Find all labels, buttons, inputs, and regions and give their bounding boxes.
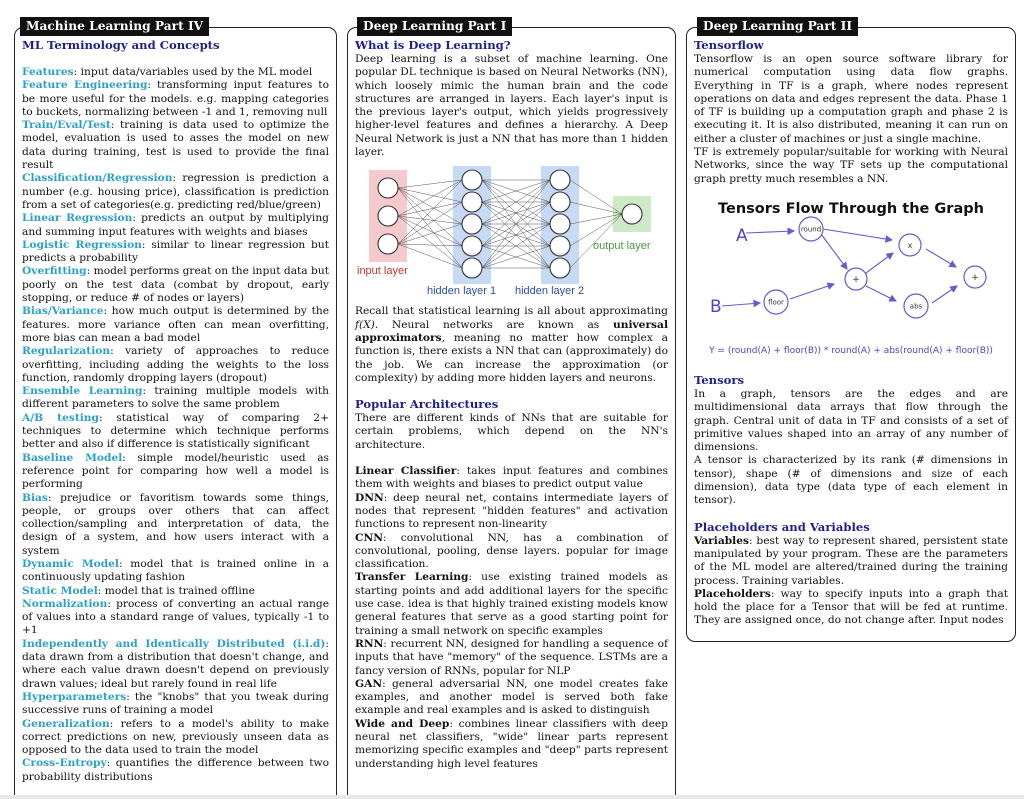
placeholder-entry-definition: : way to specify inputs into a graph that hold the place for a Tensor that will be fed at runtime. They are assigned once, do not change after. Input nodes [694,586,1008,627]
term-entry [22,65,329,78]
term-entry-term: Cross-Entropy [22,756,107,770]
term-entry-term: Linear Regression [22,211,133,225]
term-entry-term: Classification/Regression [22,171,173,185]
term-entry-definition: : the "knobs" that you tweak during successive runs of training a model [22,689,329,717]
architecture-entry-term: DNN [355,490,384,504]
placeholder-entry-definition: : best way to represent shared, persistent state manipulated by your program. These are the parameters of the ML model are altered/trained during the training process. Training variables. [694,533,1008,587]
section-heading-placeholders-variables: Placeholders and Variables [694,519,870,534]
term-entry-definition: : model performs great on the input data but poorly on the test data (combat by dropout, early stopping, or reduce # of nodes or layers) [22,264,329,305]
nn-connection [398,216,462,246]
output-neuron [622,204,642,224]
term-entry-term: Generalization [22,716,110,730]
paragraph-architectures-intro: There are different kinds of NNs that are suitable for certain problems, which depend on the NN's architecture. [355,411,668,451]
term-entry [22,411,329,451]
placeholder-variable-list [694,534,1008,627]
term-entry-term: Independently and Identically Distributed (i.i.d) [22,636,326,650]
architecture-list [355,464,668,770]
term-entry-definition: : model that is trained offline [97,583,255,597]
node-abs-label: abs [909,302,923,311]
term-entry-term: Overfitting [22,264,87,278]
term-entry-term: Ensemble Learning [22,384,143,398]
architecture-entry-term: Linear Classifier [355,464,457,478]
architecture-entry [355,491,668,531]
hidden-1-neuron [462,192,482,212]
recall-text-b: . Neural networks are known as [374,317,613,331]
node-floor-label: floor [768,298,784,307]
term-entry-term: Feature Engineering [22,78,148,92]
input-neuron [378,206,398,226]
term-entry-definition: : statistical way of comparing 2+ techniques to determine which technique performs better and also if difference is statistically significant [22,410,329,451]
term-entry-term: Static Model [22,583,98,597]
term-entry-term: Bias [22,490,48,504]
edge-round-plus [821,234,847,269]
term-entry-definition: : transforming input features to be more useful for the models. e.g. mapping categories to buckets, normalizing between -1 and 1, removing null [22,78,329,118]
architecture-entry-definition: : combines linear classifiers with deep neural net classifiers, "wide" linear parts represent memorizing specific examples and "deep" parts represent understanding high level features [355,716,668,770]
placeholder-entry [694,534,1008,587]
nn-connection [398,244,462,246]
recall-text-a: Recall that statistical learning is all about approximating [355,304,668,318]
term-entry-term: Baseline Model [22,450,123,464]
term-entry [22,344,329,384]
term-entry-definition: : process of converting an actual range of values into a standard range of values, typically -1 to +1 [22,596,329,637]
hidden-2-neuron [550,170,570,190]
tensorflow-graph-diagram [694,193,1008,363]
panel-dl-part-i [347,27,676,799]
hidden-1-neuron [462,170,482,190]
term-entry-term: Hyperparameters [22,689,127,703]
term-entry-term: Regularization [22,344,111,358]
term-entry-definition: : training is data used to optimize the model, evaluation is used to asses the model on new data during training, test is used to provide the final result [22,118,329,172]
edge-floor-plus [790,284,834,299]
section-heading-popular-architectures: Popular Architectures [355,397,499,412]
hidden-1-neuron [462,236,482,256]
architecture-entry [355,464,668,491]
term-entry [22,238,329,265]
architecture-entry [355,677,668,717]
recall-fx: f(X) [355,317,375,331]
term-entry [22,597,329,637]
term-entry-definition: : data drawn from a distribution that doesn't change, and where each value drawn doesn't depend on previously drawn values; ideal but rarely found in real life [22,636,329,690]
input-neuron [378,178,398,198]
nn-connection [398,180,462,188]
term-entry [22,171,329,211]
nn-connection [398,202,462,216]
paragraph-tensorflow-1: Tensorflow is an open source software library for numerical computation using data flow graphs. Everything in TF is a graph, where nodes represent operations on data and edges represent the data. Phase 1 of TF is building up a computation graph and phase 2 is executing it. It is also distributed, meaning it can run on either a cluster of machines or just a single machine. [694,52,1008,145]
term-entry [22,118,329,171]
input-layer-label: input layer [357,265,408,278]
edge-round-x [823,229,892,240]
term-entry-definition: : prejudice or favoritism towards some things, people, or groups over others that can affect collection/sampling and interpretation of data, the design of a system, and how users interact with a system [22,490,329,557]
term-entry [22,78,329,118]
term-entry [22,756,329,783]
paragraph-tensorflow-2: TF is extremely popular/suitable for working with Neural Networks, since the way TF sets up the computational graph pretty much resembles a NN. [694,145,1008,185]
placeholder-entry [694,587,1008,627]
term-entry-definition: : model that is trained online in a continuously updating fashion [22,556,329,584]
term-entry-term: Train/Eval/Test [22,118,111,132]
edge-abs-plus2 [932,286,957,303]
panel-title-dl-part-i: Deep Learning Part I [357,17,512,36]
edge-plus-x [866,253,893,273]
architecture-entry-definition: : recurrent NN, designed for handling a sequence of inputs that have "memory" of the sequence. LSTMs are a fancy version of RNNs, popular for NLP [355,636,668,677]
term-entry-definition: : variety of approaches to reduce overfitting, including adding the weights to the loss function, randomly dropping layers (dropout) [22,344,329,384]
architecture-entry-term: CNN [355,530,383,544]
nn-connection [398,216,462,268]
term-entry [22,637,329,690]
term-entry-definition: : input data/variables used by the ML model [73,65,313,78]
paragraph-tensors-1: In a graph, tensors are the edges and are multidimensional data arrays that flow through the graph. Central unit of data in TF and consists of a set of primitive values shaped into an array of any number of dimensions. [694,386,1008,454]
node-plus-label: + [852,274,860,285]
panel-dl-part-ii [686,27,1016,642]
architecture-entry [355,717,668,770]
term-list [22,65,329,783]
architecture-entry [355,531,668,571]
term-entry [22,690,329,717]
architecture-entry-definition: : use existing trained models as starting points and add additional layers for the specific use case. idea is that highly trained existing models know general features that serve as a good starting point for training a small network on specific examples [355,570,668,637]
panel-title-dl-part-ii: Deep Learning Part II [697,17,858,36]
graph-title: Tensors Flow Through the Graph [718,200,984,217]
term-entry [22,491,329,557]
architecture-entry-definition: : convolutional NN, has a combination of convolutional, pooling, dense layers. popular for image classification. [355,530,668,571]
page-bottom-edge [0,795,1024,799]
placeholder-entry-term: Variables [694,533,749,547]
node-plus-2-label: + [971,272,979,283]
term-entry-definition: : similar to linear regression but predicts a probability [22,237,329,265]
section-heading-tensors: Tensors [694,372,744,387]
input-neuron [378,234,398,254]
term-entry-definition: : simple model/heuristic used as reference point for comparing how well a model is performing [22,450,329,491]
hidden-2-neuron [550,214,570,234]
hidden-1-neuron [462,214,482,234]
panel-ml-part-iv [14,27,337,799]
hidden-layer-2-label: hidden layer 2 [515,285,585,297]
hidden-2-neuron [550,258,570,278]
term-entry [22,264,329,304]
term-entry-definition: : refers to a model's ability to make correct predictions on new, previously unseen data as opposed to the data used to train the model [22,716,329,757]
nn-connection [398,224,462,244]
architecture-entry [355,637,668,677]
term-entry [22,211,329,238]
term-entry-definition: : quantifies the difference between two probability distributions [22,756,329,783]
hidden-2-neuron [550,236,570,256]
hidden-layer-1-label: hidden layer 1 [427,285,497,297]
architecture-entry-term: RNN [355,636,384,650]
output-layer-label: output layer [593,240,651,253]
architecture-entry-definition: : general adversarial NN, one model creates fake examples, and another model is served both fake example and real examples and is asked to distinguish [355,676,668,717]
architecture-entry-definition: : takes input features and combines them with weights and biases to predict output value [355,464,668,491]
edge-a-round [746,231,794,233]
term-entry [22,557,329,584]
paragraph-what-is-dl: Deep learning is a subset of machine learning. One popular DL technique is based on Neural Networks (NN), which loosely mimic the human brain and the code structures are arranged in layers. Each layer's input is the previous layer's output, which yields progressively higher-level features and defines a hierarchy. A Deep Neural Network is just a NN that has more than 1 hidden layer. [355,52,668,159]
term-entry-term: Logistic Regression [22,237,142,251]
architecture-entry-term: Wide and Deep [355,716,450,730]
nn-connection [398,180,462,216]
term-entry [22,717,329,757]
nn-connection [398,188,462,224]
node-round-label: round [800,225,822,234]
term-entry [22,304,329,344]
term-entry [22,384,329,411]
term-entry-term: Normalization [22,596,108,610]
term-entry-term: Dynamic Model [22,556,119,570]
term-entry-definition: : regression is prediction a number (e.g. housing price), classification is prediction from a set of categories(e.g. predicting red/blue/green) [22,171,329,211]
graph-formula: Y = (round(A) + floor(B)) * round(A) + abs(round(A) + floor(B)) [709,345,993,356]
term-entry-definition: : predicts an output by multiplying and summing input features with weights and biases [22,211,329,238]
edge-x-plus2 [926,249,956,267]
nn-connection [398,180,462,244]
panel-title-ml-part-iv: Machine Learning Part IV [20,17,209,36]
hidden-1-neuron [462,258,482,278]
section-heading-what-is-dl: What is Deep Learning? [355,38,511,52]
graph-input-a: A [736,225,748,246]
paragraph-universal-approximators [355,304,668,384]
neural-network-diagram [355,166,669,296]
term-entry-term: Features [22,65,74,78]
section-heading-tensorflow: Tensorflow [694,38,764,52]
term-entry-term: A/B testing [22,410,99,424]
term-entry [22,451,329,491]
architecture-entry [355,570,668,636]
recall-text-c: , meaning no matter how complex a function is, there exists a NN that can (approximately) do the job. We can increase the approximation (or complexity) by adding more hidden layers and neurons. [355,330,668,384]
edge-plus-abs [866,286,896,301]
recall-bold: universal approximators [355,317,668,344]
term-entry [22,584,329,597]
architecture-entry-term: GAN [355,676,383,690]
term-entry-definition: : how much output is determined by the features. more variance often can mean overfitting, more bias can mean a bad model [22,304,329,344]
graph-input-b: B [710,296,722,317]
edge-b-floor [722,303,760,306]
term-entry-term: Bias/Variance [22,304,104,318]
architecture-entry-definition: : deep neural net, contains intermediate layers of nodes that represent "hidden features" and activation functions to represent non-linearity [355,490,668,531]
hidden-2-neuron [550,192,570,212]
paragraph-tensors-2: A tensor is characterized by its rank (# dimensions in tensor), shape (# of dimensions and size of each dimension), data type (data type of each element in tensor). [694,453,1008,507]
node-multiply-label: x [907,240,913,250]
architecture-entry-term: Transfer Learning [355,570,469,584]
placeholder-entry-term: Placeholders [694,586,771,600]
term-entry-definition: : training multiple models with different parameters to solve the same problem [22,384,329,411]
section-heading-ml-terminology: ML Terminology and Concepts [22,38,220,52]
